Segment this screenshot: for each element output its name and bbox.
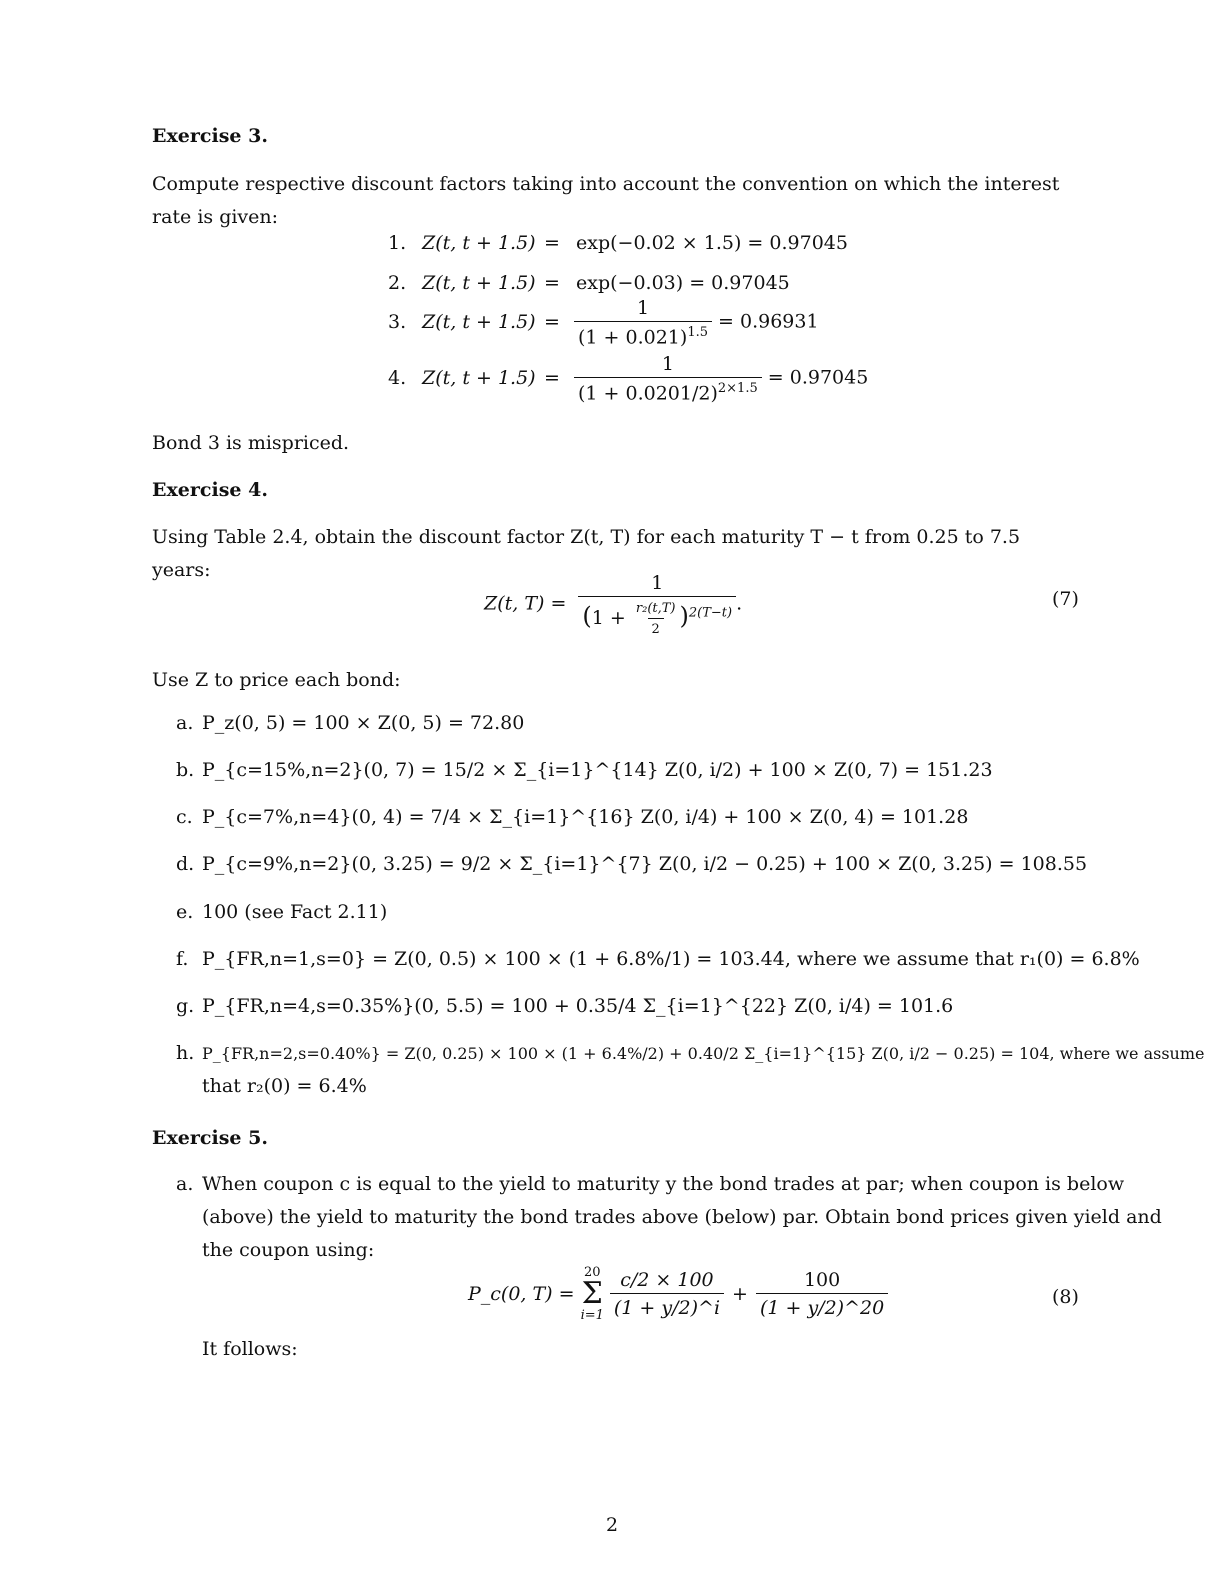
item-label: d.: [176, 853, 195, 875]
equation-lhs: P_c(0, T) =: [468, 1283, 575, 1305]
item-label: c.: [176, 806, 193, 828]
list-item-b: [176, 759, 993, 781]
item-text: P_{FR,n=4,s=0.35%}(0, 5.5) = 100 + 0.35/4 Σ_{i=1}^{22} Z(0, i/4) = 101.6: [202, 995, 954, 1017]
page-number: 2: [605, 1514, 619, 1536]
equation-numerator: 1: [651, 572, 664, 594]
item-text: P_{c=7%,n=4}(0, 4) = 7/4 × Σ_{i=1}^{16} Z(0, i/4) + 100 × Z(0, 4) = 101.28: [202, 806, 969, 828]
row-lhs: Z(t, t + 1.5): [422, 311, 536, 333]
list-item-a: [176, 712, 524, 734]
equals-sign: =: [544, 367, 560, 389]
list-item-g: [176, 995, 953, 1017]
frac1-denominator: (1 + y/2)^i: [610, 1293, 724, 1319]
list-item-d: [176, 853, 1087, 875]
list-item-h: [176, 1042, 1205, 1064]
frac2-numerator: 100: [803, 1269, 841, 1291]
equals-sign: =: [544, 272, 560, 294]
list-item-c: [176, 806, 968, 828]
item-label: g.: [176, 995, 195, 1017]
equals-sign: =: [544, 311, 560, 333]
item-text: P_{FR,n=2,s=0.40%} = Z(0, 0.25) × 100 × (1 + 6.4%/2) + 0.40/2 Σ_{i=1}^{15} Z(0, i/2 − 0.25) = 104, where we assume: [202, 1044, 1205, 1063]
r2-denominator: 2: [648, 618, 664, 637]
row-number: 4.: [388, 367, 407, 389]
r2-term: r₂(t,T): [635, 601, 676, 616]
equation-8: [468, 1266, 888, 1322]
row-rhs: exp(−0.03) = 0.97045: [576, 272, 790, 294]
ex3-row-4-fraction: [574, 353, 868, 404]
sum-symbol: Σ: [581, 1276, 603, 1311]
fraction-denominator: (1 + 0.0201/2): [578, 382, 718, 405]
equation-exponent: 2(T−t): [688, 605, 733, 621]
equation-7: Z(t, T) = 1 (1 + $\frac{\text{r₂(t,T)}}{2}$ )$^{2(T-t)}$ .: [484, 572, 743, 637]
row-number: 2.: [388, 272, 407, 294]
equation-lhs: Z(t, T) =: [484, 592, 567, 615]
it-follows-text: It follows:: [202, 1338, 298, 1360]
item-label: e.: [176, 901, 194, 923]
row-lhs: Z(t, t + 1.5): [422, 232, 536, 254]
exercise-3-intro: Compute respective discount factors taking into account the convention on which the interest rate is given:: [152, 173, 1060, 228]
fraction-exponent: 1.5: [687, 325, 708, 340]
exercise-3-conclusion: Bond 3 is mispriced.: [152, 432, 350, 454]
row-rhs: exp(−0.02 × 1.5) = 0.97045: [576, 232, 848, 254]
exercise-4-heading: Exercise 4.: [152, 479, 268, 501]
frac2-denominator: (1 + y/2)^20: [756, 1293, 888, 1319]
item-label: b.: [176, 759, 195, 781]
plus-sign: +: [732, 1283, 748, 1305]
ex3-row-3-fraction: [574, 297, 819, 348]
list-item-e: [176, 901, 387, 923]
ex5-item-a-label: a.: [176, 1173, 194, 1195]
row-result: = 0.96931: [718, 310, 819, 333]
equation-number-8: (8): [1052, 1286, 1079, 1308]
ex5-item-a-line-2: (above) the yield to maturity the bond trades above (below) par. Obtain bond prices given yield and: [202, 1206, 1162, 1228]
exercise-3-heading: Exercise 3.: [152, 125, 268, 147]
item-text: P_{FR,n=1,s=0} = Z(0, 0.5) × 100 × (1 + 6.8%/1) = 103.44, where we assume that r₁(0) = 6.8%: [202, 948, 1140, 970]
equals-sign: =: [544, 232, 560, 254]
row-number: 1.: [388, 232, 407, 254]
row-lhs: Z(t, t + 1.5): [422, 272, 536, 294]
row-number: 3.: [388, 311, 407, 333]
sum-upper-limit: 20: [583, 1265, 601, 1280]
item-label: h.: [176, 1042, 195, 1064]
ex5-item-a-line-3: the coupon using:: [202, 1239, 375, 1261]
sum-lower-limit: i=1: [580, 1308, 604, 1323]
row-result: = 0.97045: [767, 366, 869, 389]
equation-number-7: (7): [1052, 588, 1079, 610]
item-text: P_{c=15%,n=2}(0, 7) = 15/2 × Σ_{i=1}^{14} Z(0, i/2) + 100 × Z(0, 7) = 151.23: [202, 759, 993, 781]
frac1-numerator: c/2 × 100: [620, 1269, 714, 1291]
list-item-h-continued: that r₂(0) = 6.4%: [202, 1075, 367, 1097]
item-text: 100 (see Fact 2.11): [202, 901, 388, 923]
use-z-text: Use Z to price each bond:: [152, 669, 401, 691]
fraction-exponent: 2×1.5: [717, 381, 758, 396]
fraction-denominator: (1 + 0.021): [578, 326, 688, 349]
exercise-5-heading: Exercise 5.: [152, 1127, 268, 1149]
list-item-f: [176, 948, 1140, 970]
item-text: P_{c=9%,n=2}(0, 3.25) = 9/2 × Σ_{i=1}^{7} Z(0, i/2 − 0.25) + 100 × Z(0, 3.25) = 108.55: [202, 853, 1088, 875]
fraction-numerator: 1: [636, 297, 650, 319]
item-text: P_z(0, 5) = 100 × Z(0, 5) = 72.80: [202, 712, 525, 734]
row-lhs: Z(t, t + 1.5): [422, 367, 536, 389]
item-label: a.: [176, 712, 194, 734]
ex5-item-a-line-1: When coupon c is equal to the yield to maturity y the bond trades at par; when coupon is below: [202, 1173, 1125, 1195]
fraction-numerator: 1: [661, 353, 674, 375]
exercise-4-intro: Using Table 2.4, obtain the discount factor Z(t, T) for each maturity T − t from 0.25 to 7.5 years:: [152, 526, 1021, 581]
item-label: f.: [176, 948, 189, 970]
